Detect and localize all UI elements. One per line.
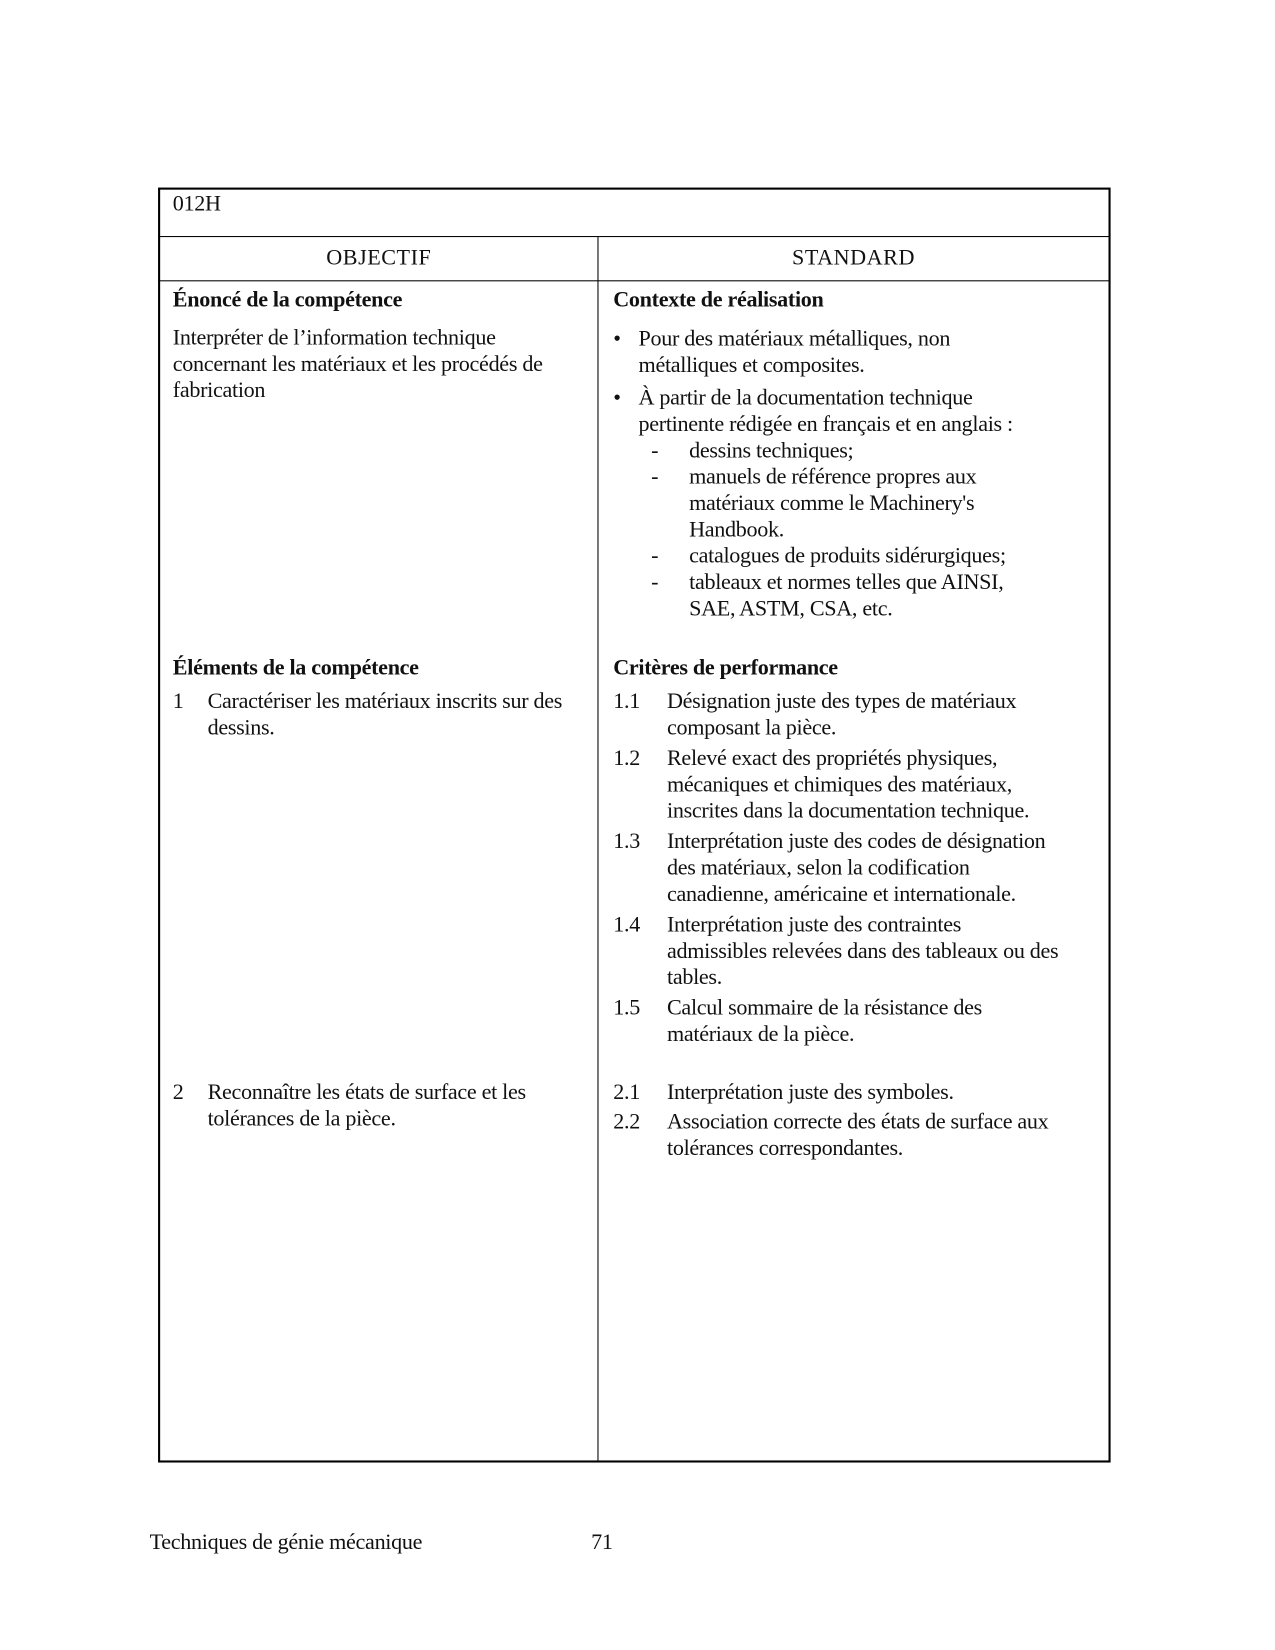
- item-number: 1.4: [613, 911, 640, 937]
- text-line: SAE, ASTM, CSA, etc.: [689, 595, 893, 621]
- text-line: Pour des matériaux métalliques, non: [638, 325, 951, 351]
- page-number: 71: [591, 1528, 613, 1555]
- text-line: matériaux de la pièce.: [666, 1021, 855, 1047]
- enonce-heading: Énoncé de la compétence: [172, 286, 403, 312]
- text-line: Caractériser les matériaux inscrits sur des: [207, 688, 563, 714]
- text-line: fabrication: [172, 377, 266, 403]
- text-line: composant la pièce.: [666, 714, 837, 740]
- text-line: pertinente rédigée en français et en anglais :: [638, 410, 1013, 437]
- text-line: inscrites dans la documentation technique.: [666, 797, 1030, 823]
- text-line: Association correcte des états de surface aux: [666, 1108, 1049, 1134]
- text-line: des matériaux, selon la codification: [666, 854, 970, 880]
- text-line: À partir de la documentation technique: [638, 384, 973, 410]
- dash-icon: -: [651, 463, 659, 489]
- text-line: catalogues de produits sidérurgiques;: [689, 542, 1006, 568]
- bullet-icon: •: [613, 384, 621, 410]
- text-line: Relevé exact des propriétés physiques,: [666, 744, 998, 771]
- text-line: Interpréter de l’information technique: [172, 324, 496, 350]
- contexte-heading: Contexte de réalisation: [613, 286, 824, 312]
- text-line: dessins techniques;: [689, 437, 854, 463]
- dash-icon: -: [651, 437, 659, 463]
- column-divider: [597, 236, 598, 1460]
- item-number: 2: [172, 1078, 184, 1105]
- criteres-heading: Critères de performance: [613, 654, 838, 680]
- text-line: mécaniques et chimiques des matériaux,: [666, 771, 1012, 797]
- text-line: Reconnaître les états de surface et les: [207, 1078, 526, 1105]
- text-line: Désignation juste des types de matériaux: [666, 688, 1017, 714]
- text-line: admissibles relevées dans des tableaux ou des: [666, 937, 1059, 964]
- text-line: tableaux et normes telles que AINSI,: [689, 568, 1004, 595]
- text-line: dessins.: [207, 714, 275, 740]
- item-number: 1.3: [613, 828, 640, 854]
- bullet-icon: •: [613, 325, 621, 351]
- footer-title: Techniques de génie mécanique: [149, 1528, 423, 1555]
- item-number: 1.1: [613, 688, 640, 714]
- dash-icon: -: [651, 568, 659, 595]
- text-line: Interprétation juste des symboles.: [666, 1078, 954, 1105]
- item-number: 2.1: [613, 1078, 640, 1105]
- text-line: Interprétation juste des codes de désignation: [666, 828, 1046, 854]
- item-number: 1.5: [613, 994, 640, 1020]
- item-number: 1.2: [613, 744, 640, 771]
- text-line: tolérances correspondantes.: [666, 1134, 903, 1161]
- text-line: tolérances de la pièce.: [207, 1105, 396, 1131]
- column-header-standard: STANDARD: [792, 244, 915, 270]
- elements-heading: Éléments de la compétence: [172, 654, 419, 680]
- text-line: matériaux comme le Machinery's: [689, 489, 975, 516]
- text-line: canadienne, américaine et internationale.: [666, 880, 1016, 907]
- text-line: concernant les matériaux et les procédés de: [172, 350, 543, 377]
- enonce-text: [173, 325, 543, 404]
- competency-code: 012H: [172, 190, 221, 217]
- text-line: métalliques et composites.: [638, 351, 865, 378]
- column-header-objectif: OBJECTIF: [326, 244, 432, 270]
- item-number: 2.2: [613, 1108, 640, 1134]
- text-line: Handbook.: [689, 516, 785, 542]
- divider: [158, 280, 1108, 281]
- text-line: Calcul sommaire de la résistance des: [666, 994, 982, 1020]
- text-line: manuels de référence propres aux: [689, 463, 977, 489]
- item-number: 1: [172, 688, 184, 714]
- divider: [158, 236, 1108, 237]
- dash-icon: -: [651, 542, 659, 568]
- text-line: Interprétation juste des contraintes: [666, 911, 962, 937]
- text-line: tables.: [666, 964, 722, 990]
